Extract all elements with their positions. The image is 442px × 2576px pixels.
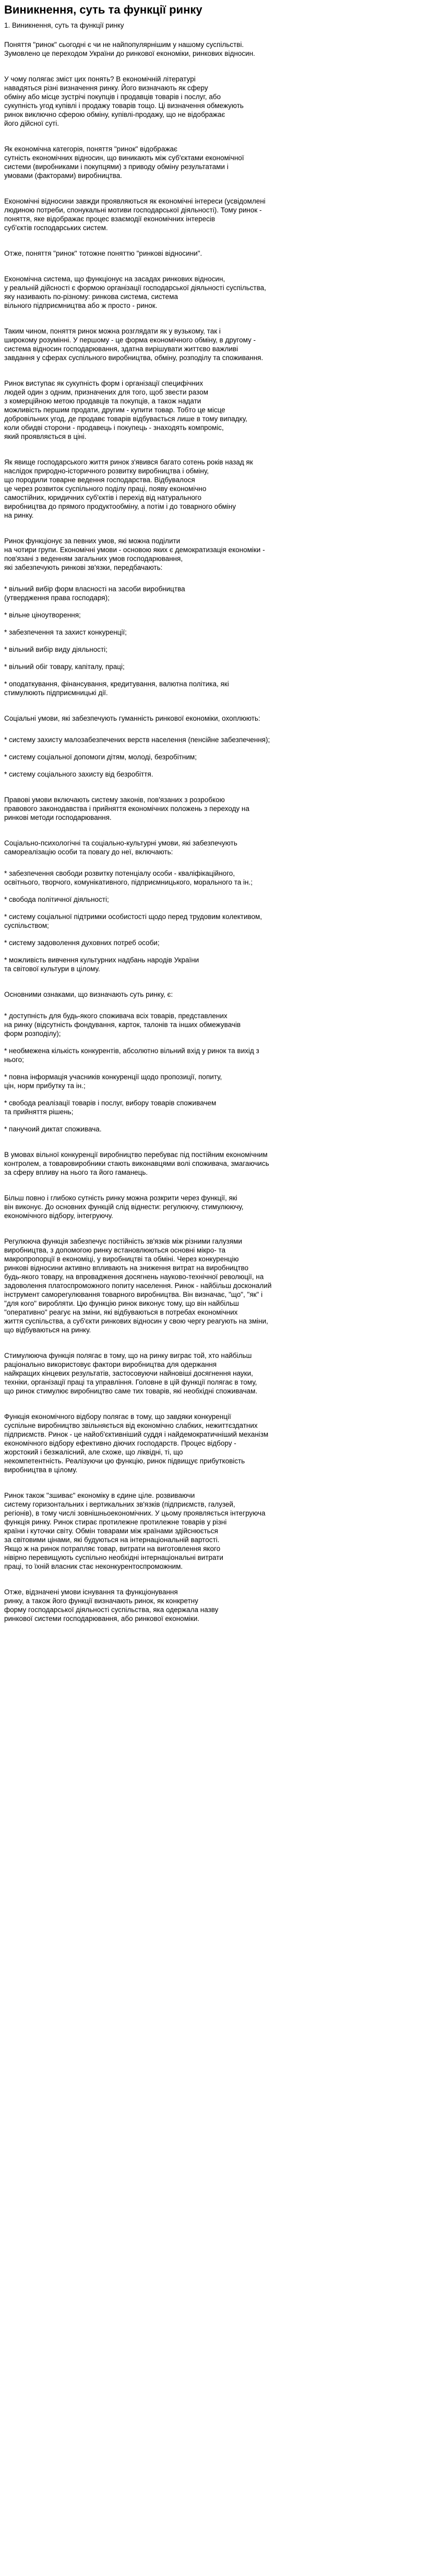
list-item: * забезпечення та захист конкуренції;	[4, 628, 127, 636]
paragraph: Функція економічного відбору полягає в тому, що завдяки конкуренції суспільне виробництво звільняється від економічно слабких, нежиттєздатних підприємств. Ринок - це найоб'єктивніший суддя і найдемократичніший механізм економічного відбору ефективно діючих господарств. Процес відбору - жорстокий і безжалісний, але схоже, що ліквідні, ті, що некомпетентність. Реалізуючи цю функцію, ринок підвищує прибутковість виробництва в цілому.	[4, 1413, 269, 1474]
list-item: * систему захисту малозабезпечених верств населення (пенсійне забезпечення);	[4, 736, 270, 744]
list-item: * забезпечення свободи розвитку потенціалу особи - кваліфікаційного, освітнього, творчого, комунікативного, підприємницького, морального та ін.;	[4, 869, 253, 886]
paragraph: Ринок виступає як сукупність форм і організації специфічних людей один з одним, призначених для того, щоб звести разом з комерційною метою продавців та покупців, а також надати можливість першим продати, другим - купити товар. Тобто це місце добровільних угод, де продавє товарів відбувається лише в тому випадку, коли обидві сторони - продавець і покупець - знаходять компроміс, який проявляється в ціні.	[4, 379, 247, 440]
list-item: * доступність для будь-якого споживача всіх товарів, представлених на ринку (відсутність фондування, карток, талонів та інших обмежувачів форм розподілу);	[4, 1012, 241, 1037]
paragraph: Отже, поняття "ринок" тотожне поняттю "ринкові відносини".	[4, 249, 202, 257]
list-item: * вільний вибір форм власності на засоби виробництва (утвердження права господаря);	[4, 585, 185, 602]
paragraph: Економічна система, що функціонує на засадах ринкових відносин, у реальній дійсності є формою організації господарської діяльності суспільства, яку називають по-різному: ринкова система, система вільного підприємництва або ж просто - ринок.	[4, 275, 266, 309]
paragraph: Поняття "ринок" сьогодні є чи не найпопулярнішим у нашому суспільстві. Зумовлено це переходом України до ринкової економіки, ринкових відносин.	[4, 41, 255, 57]
list-item: * систему задоволення духовних потреб особи;	[4, 939, 160, 947]
paragraph: Більш повно і глибоко сутність ринку можна розкрити через функції, які він виконує. До основних функцій слід віднести: регулюючу, стимулюючу, економічного відбору, інтегруючу.	[4, 1194, 244, 1220]
paragraph: Таким чином, поняття ринок можна розглядати як у вузькому, так і широкому розумінні. У першому - це форма економічного обміну, в другому - система відносин господарювання, здатна вирішувати життєво важливі завдання у сферах суспільного виробництва, обміну, розподілу та споживання.	[4, 327, 264, 362]
paragraph: Стимулююча функція полягає в тому, що на ринку виграє той, хто найбільш раціонально використовує фактори виробництва для одержання найкращих кінцевих результатів, застосовуючи найновіші досягнення науки, техніки, організації праці та управління. Головне в цій функції полягає в тому, що ринок стимулює виробництво саме тих товарів, які необхідні споживачам.	[4, 1352, 258, 1395]
list-item: * вільний вибір виду діяльності;	[4, 646, 107, 653]
paragraph: Отже, відзначені умови існування та функціонування ринку, а також його функції визначають ринок, як конкретну форму господарської діяльності суспільства, яка одержала назву ринкової системи господарювання, або ринкової економіки.	[4, 1588, 219, 1623]
paragraph: Регулююча функція забезпечує постійність зв'язків між різними галузями виробництва, з допомогою ринку встановлюються основні мікро- та макропропорції в економіці, у виробництві та обміні. Через конкуренцію ринкові відносини активно впливають на зниження витрат на виробництво будь-якого товару, на впровадження досягнень науково-технічної революції, на задоволення платоспроможного попиту населення. Ринок - найбільш досконалий інструмент саморегулювання товарного виробництва. Він визначає, "що", "як" і "для кого" виробляти. Цю функцію ринок виконує тому, що він найбільш "оперативно" реагує на зміни, які відбуваються в потребах економічних життя суспільства, а суб'єкти ринкових відносин у свою чергу реагують на зміни, що відбуваються на ринку.	[4, 1237, 272, 1334]
paragraph: Ринок функціонує за певних умов, які можна поділити на чотири групи. Економічні умови - основою яких є демократизація економіки - пов'язані з веденням загальних умов господарювання, які забезпечують ринкові зв'язки, передбачають:	[4, 537, 265, 571]
list-item: * вільне ціноутворення;	[4, 611, 81, 619]
list-item: * оподаткування, фінансування, кредитування, валютна політика, які стимулюють підприємницькі дії.	[4, 680, 229, 697]
paragraph: Як економічна категорія, поняття "ринок" відображає сутність економічних відносин, що виникають між суб'єктами економічної системи (виробниками і покупцями) з приводу обміну результатами і умовами (факторами) виробництва.	[4, 145, 244, 180]
paragraph: У чому полягає зміст цих понять? В економічній літературі навадяться різні визначення ринку. Його визначають як сферу обміну або місце зустрічі покупців і продавців товарів і послуг, або сукупність угод купівлі і продажу товарів тощо. Ці визначення обмежують ринок виключно сферою обміну, купівлі-продажу, що не відображає його дійсної суті.	[4, 75, 244, 127]
list-item: * повна інформація учасників конкуренції щодо пропозиції, попиту, цін, норм прибутку та ін.;	[4, 1073, 222, 1090]
paragraph: Соціально-психологічні та соціально-культурні умови, які забезпечують самореалізацію особи та повагу до неї, включають:	[4, 839, 237, 856]
paragraph: Як явище господарського життя ринок з'явився багато сотень років назад як наслідок природно-історичного розвитку виробництва і обміну, що породили товарне ведення господарства. Відбувалося це через розвиток суспільного поділу праці, появу економічно самостійних, юридичних суб'єктів і перехід від натурального виробництва до прямого продуктообміну, а потім і до товарного обміну на ринку.	[4, 458, 253, 519]
page-title: Виникнення, суть та функції ринку	[4, 3, 202, 16]
paragraph: Економічні відносини завжди проявляються як економічні інтереси (усвідомлені людиною потреби, спонукальні мотиви господарської діяльності). Тому ринок - поняття, яке відображає процес взаємодії економічних інтересів суб'єктів господарських систем.	[4, 197, 266, 232]
paragraph: Ринок також "зшиває" економіку в єдине ціле. розвиваючи систему горизонтальних і вертикальних зв'язків (підприємств, галузей, регіонів), в тому числі зовнішньоекономічних. У цьому проявляється інтегруюча функція ринку. Ринок стирає протилежне протилежне товарів у різні країни і куточки світу. Обмін товарами між країнами здійснюється за світовими цінами, які будуються на інтернаціональній вартості. Якщо ж на ринок потрапляє товар, витрати на виготовлення якого нівірно перевищують суспільно необхідні інтернаціональні витрати праці, то їхній власник стає неконкурентоспроможним.	[4, 1492, 266, 1570]
list-item: * вільний обіг товару, капіталу, праці;	[4, 663, 125, 671]
document	[0, 3, 442, 1623]
paragraph: В умовах вільної конкуренції виробництво перебуває під постійним економічним контролем, а товаровиробники стають виконавцями волі споживача, змагаючись за сферу впливу на нього та його гаманець.	[4, 1151, 269, 1176]
list-item: * систему соціальної підтримки особистості щодо перед трудовим колективом, суспільством;	[4, 913, 262, 929]
paragraph: Правові умови включають систему законів, пов'язаних з розробкою правового законодавства і прийняття економічних положень з переходу на ринкові методи господарювання.	[4, 796, 249, 821]
paragraph: Основними ознаками, що визначають суть ринку, є:	[4, 991, 173, 998]
section-heading: 1. Виникнення, суть та функції ринку	[4, 21, 124, 29]
list-item: * необмежена кількість конкурентів, абсолютно вільний вхід у ринок та вихід з нього;	[4, 1047, 259, 1064]
paragraph: Соціальні умови, які забезпечують гуманність ринкової економіки, охоплюють:	[4, 714, 260, 722]
list-item: * свобода політичної діяльності;	[4, 896, 109, 903]
list-item: * панучоий диктат споживача.	[4, 1125, 102, 1133]
list-item: * можливість вивчення культурних надбань народів України та світової культури в цілому.	[4, 956, 199, 973]
list-item: * систему соціальної допомоги дітям, молоді, безробітним;	[4, 753, 197, 761]
list-item: * систему соціального захисту від безробіття.	[4, 770, 153, 778]
list-item: * свобода реалізації товарів і послуг, вибору товарів споживачем та прийняття рішень;	[4, 1099, 217, 1116]
